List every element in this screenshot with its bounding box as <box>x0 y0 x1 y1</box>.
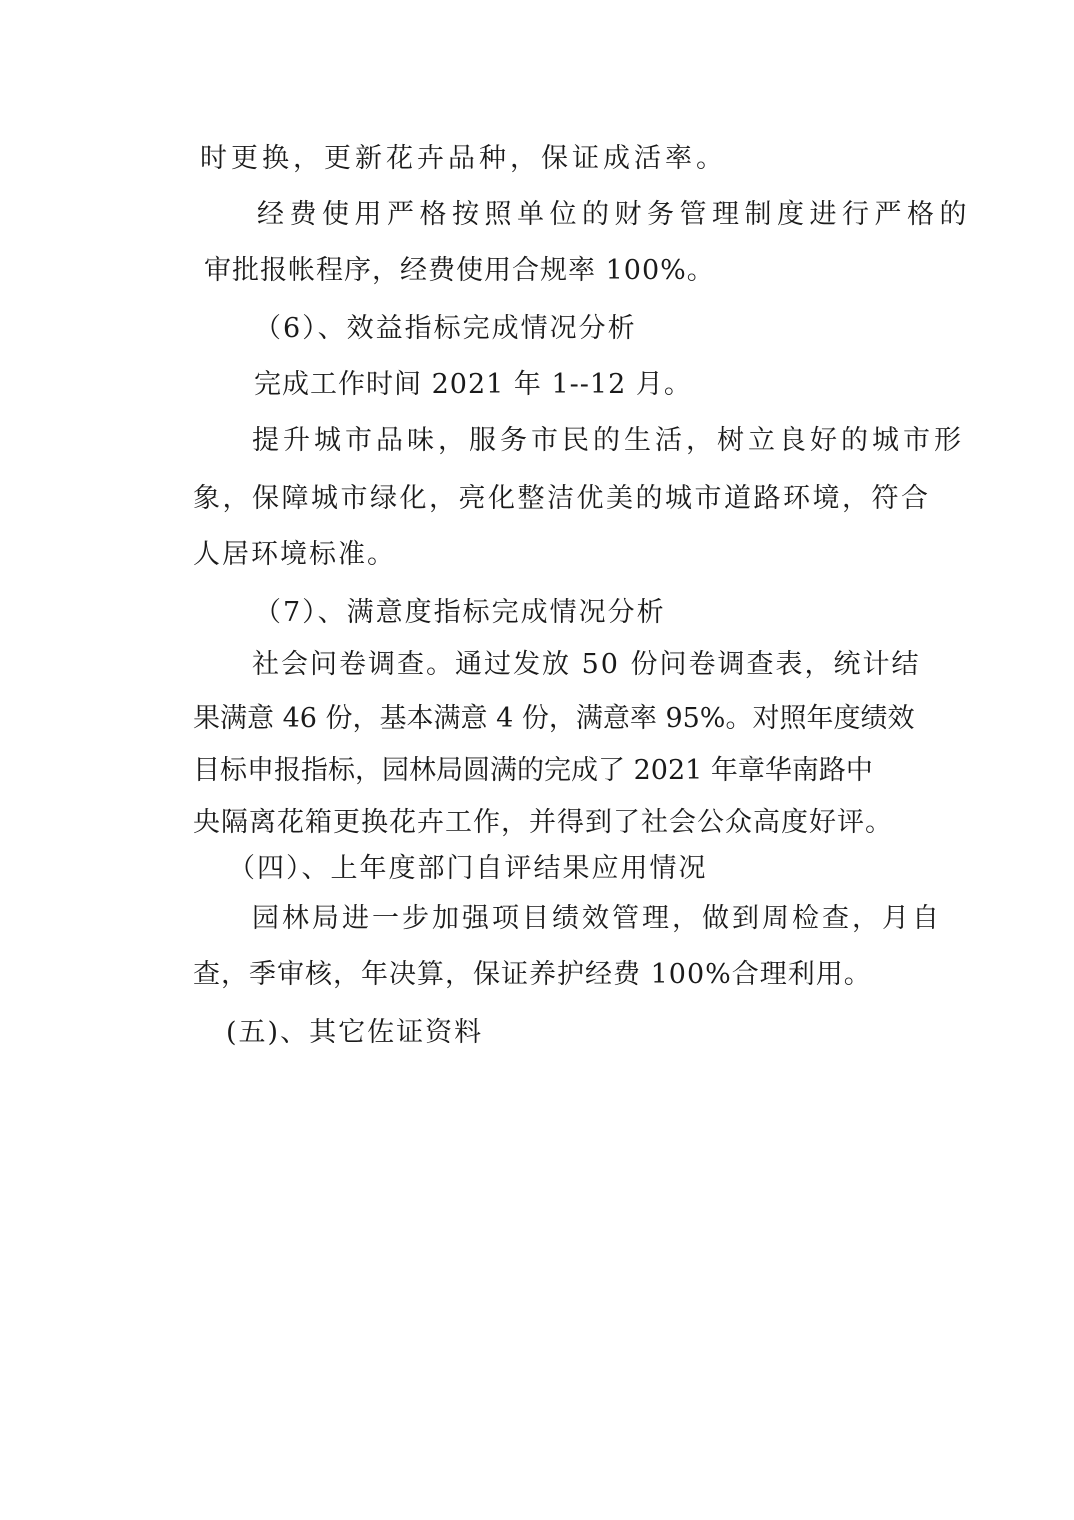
section-heading: （四）、上年度部门自评结果应用情况 <box>228 853 708 884</box>
section-heading: （6）、效益指标完成情况分析 <box>254 313 637 344</box>
body-line: 完成工作时间 2021 年 1--12 月。 <box>254 369 692 400</box>
section-heading: (五)、其它佐证资料 <box>226 1017 484 1048</box>
body-line: 时更换，更新花卉品种，保证成活率。 <box>200 143 727 174</box>
body-line: 目标申报指标，园林局圆满的完成了 2021 年章华南路中 <box>193 755 873 786</box>
body-line: 人居环境标准。 <box>193 539 396 570</box>
body-line: 审批报帐程序，经费使用合规率 100%。 <box>204 255 715 286</box>
body-line: 查，季审核，年决算，保证养护经费 100%合理利用。 <box>193 959 872 990</box>
body-line: 提升城市品味，服务市民的生活，树立良好的城市形 <box>252 425 965 456</box>
body-line: 社会问卷调查。通过发放 50 份问卷调查表，统计结 <box>252 649 921 680</box>
body-line: 园林局进一步加强项目绩效管理，做到周检查，月自 <box>252 903 942 934</box>
section-heading: （7）、满意度指标完成情况分析 <box>254 597 666 628</box>
body-line: 象，保障城市绿化，亮化整洁优美的城市道路环境，符合 <box>193 483 931 514</box>
body-line: 经费使用严格按照单位的财务管理制度进行严格的 <box>257 199 972 230</box>
body-line: 央隔离花箱更换花卉工作，并得到了社会公众高度好评。 <box>193 807 893 838</box>
body-line: 果满意 46 份，基本满意 4 份，满意率 95%。对照年度绩效 <box>193 703 915 734</box>
